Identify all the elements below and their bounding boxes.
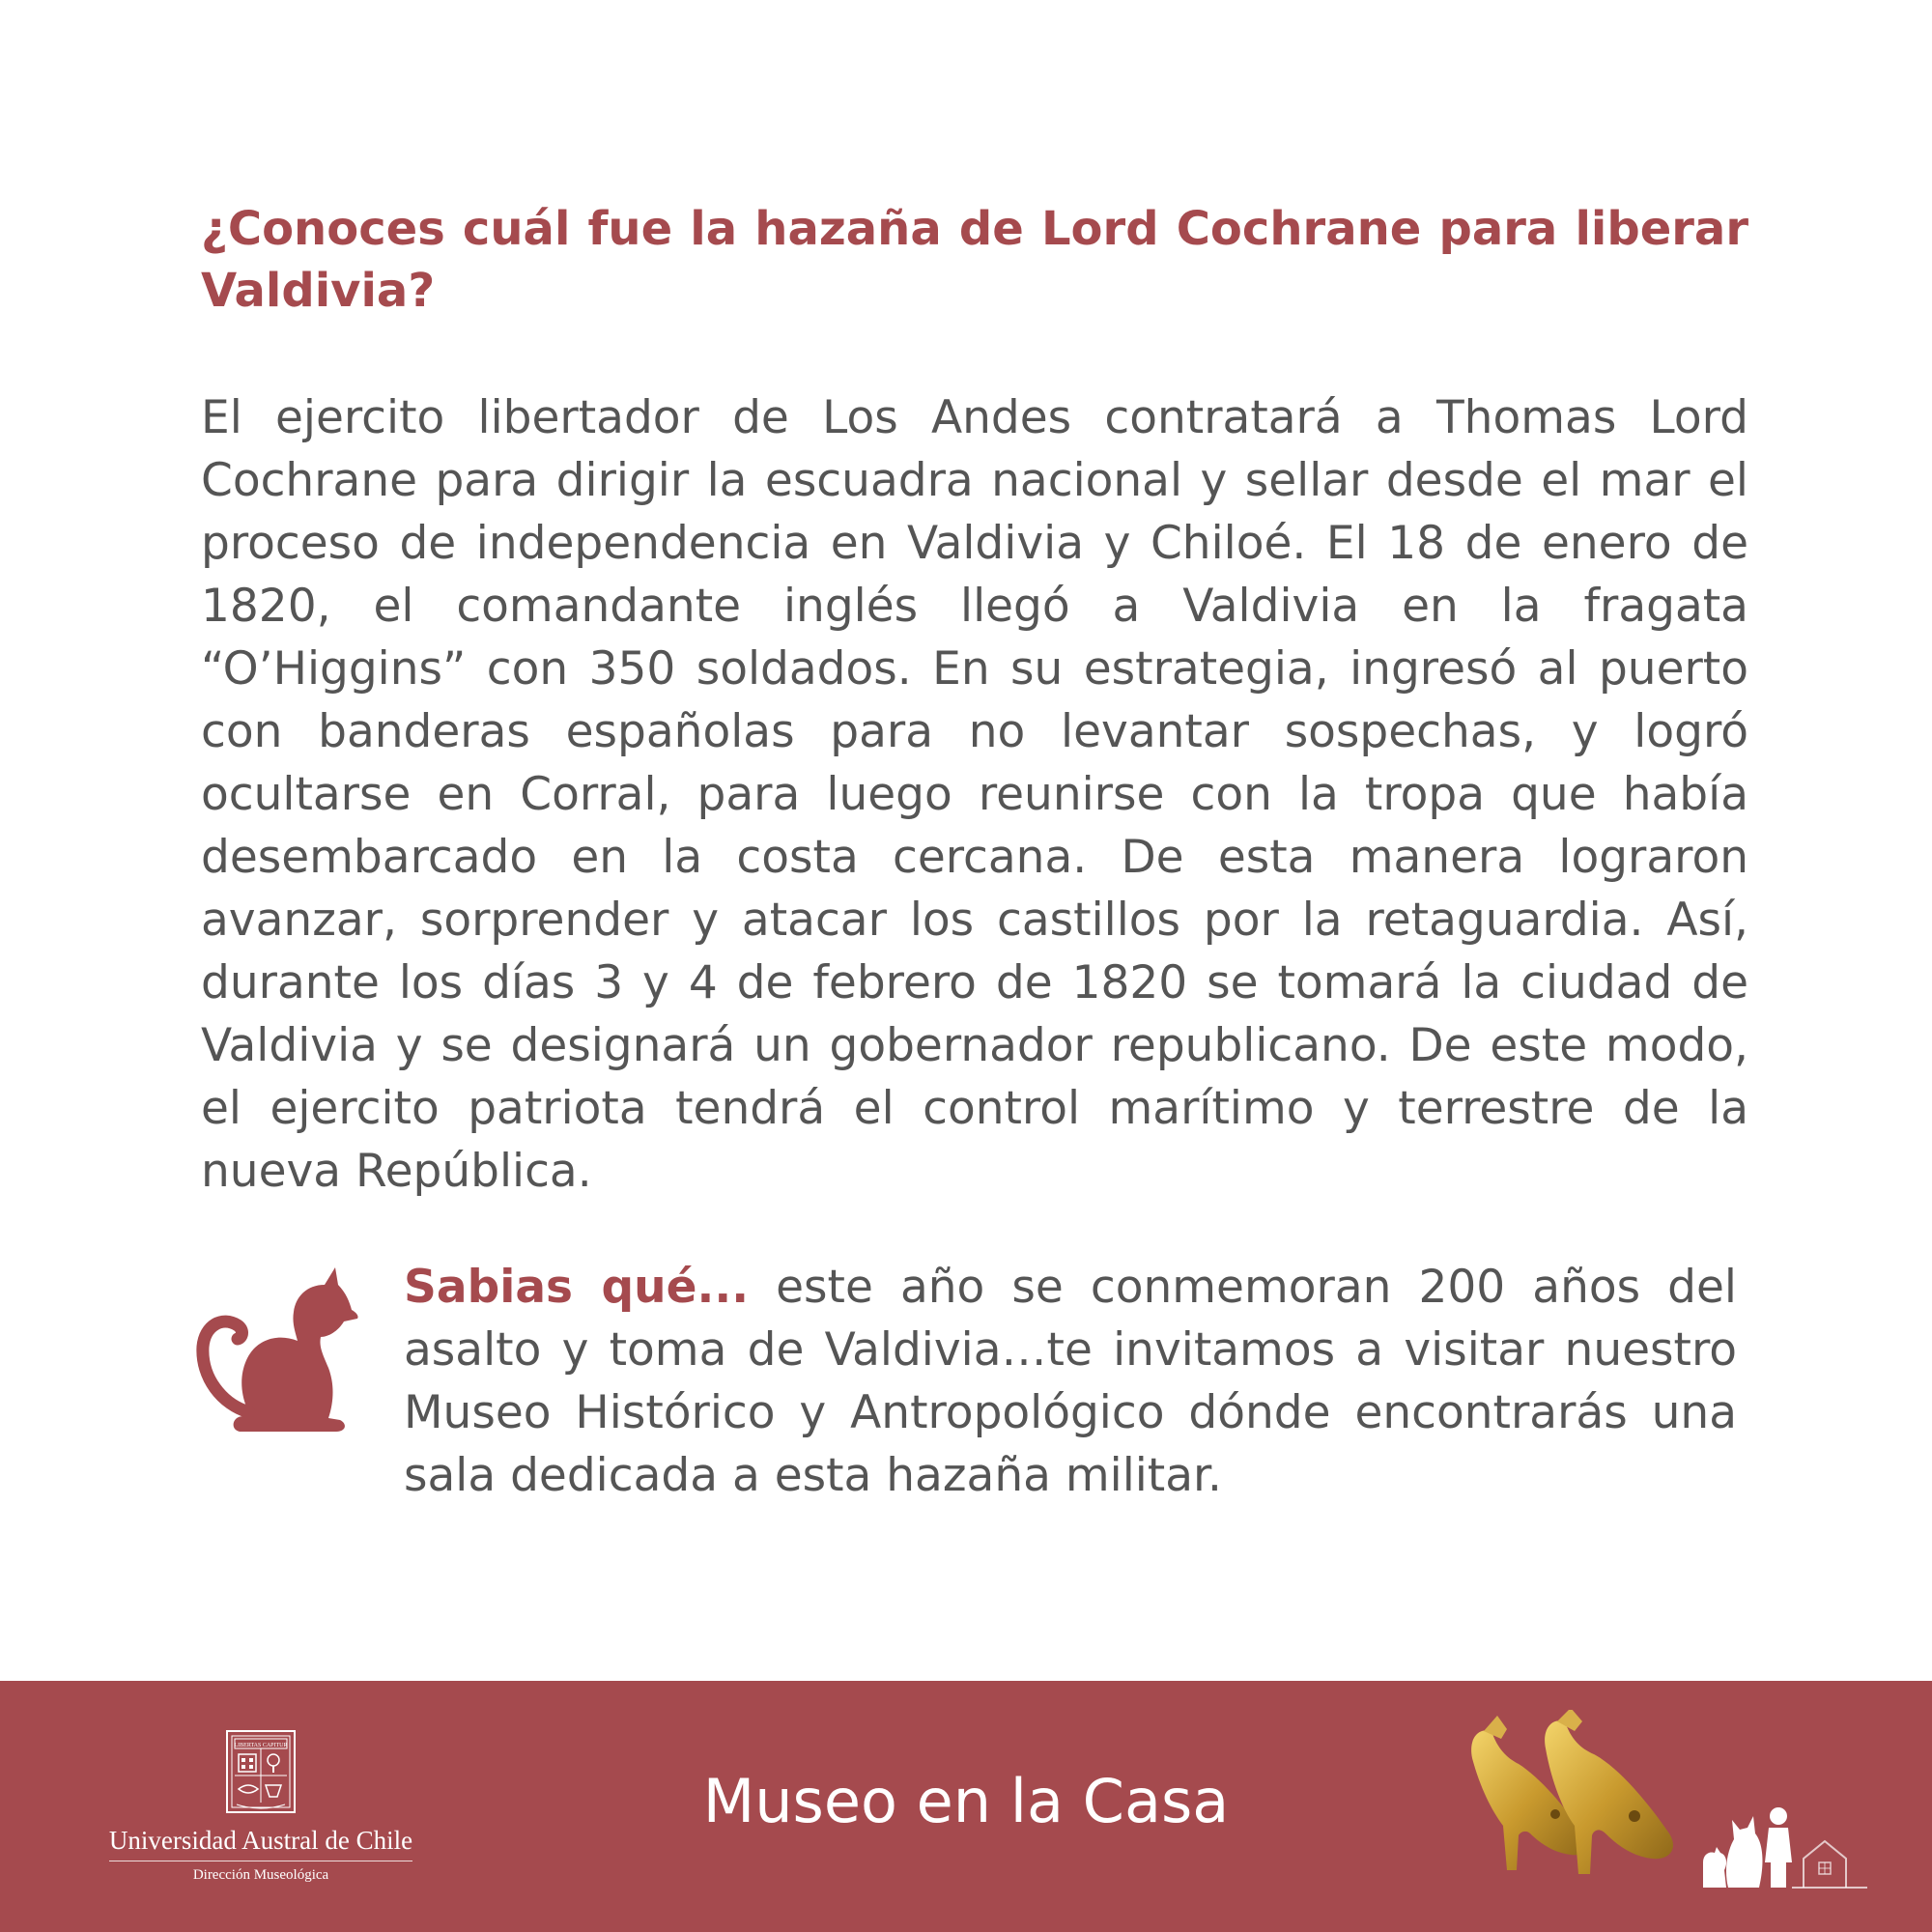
family-pets-icon (1695, 1795, 1869, 1891)
fact-lead: Sabias qué... (404, 1261, 750, 1314)
article-heading: ¿Conoces cuál fue la hazaña de Lord Cochrane para liberar Valdivia? (201, 202, 1748, 318)
article-body: El ejercito libertador de Los Andes contratará a Thomas Lord Cochrane para dirigir la escuadra nacional y sellar desde el mar el proceso de independencia en Valdivia y Chiloé. El 18 de enero de 1820, el comandante inglés llegó a Valdivia en la fragata “O’Higgins” con 350 soldados. En su estrategia, ingresó al puerto con banderas españolas para no levantar sospechas, y logró ocultarse en Corral, para luego reunirse con la tropa que había desembarcado en la costa cercana. De esta manera lograron avanzar, sorprender y atacar los castillos por la retaguardia. Así, durante los días 3 y 4 de febrero de 1820 se tomará la ciudad de Valdivia y se designará un gobernador republicano. De este modo, el ejercito patriota tendrá el control marítimo y terrestre de la nueva República. (201, 391, 1748, 1198)
fact-text (404, 1256, 1737, 1507)
university-logo (101, 1729, 420, 1893)
fact-body: este año se conmemoran 200 años del asalto y toma de Valdivia…te invitamos a visitar nuestro Museo Histórico y Antropológico dónde encontrarás una sala dedicada a esta hazaña militar. (404, 1261, 1737, 1502)
footer-title: Museo en la Casa (702, 1766, 1230, 1836)
university-name: Universidad Austral de Chile (108, 1826, 413, 1855)
cat-icon (193, 1265, 362, 1439)
department-name: Dirección Museológica (192, 1867, 329, 1883)
footer-bar (0, 1681, 1932, 1932)
university-crest-icon (225, 1729, 297, 1814)
golden-shoes-image (1459, 1710, 1690, 1889)
svg-text:LIBERTAS CAPITUR: LIBERTAS CAPITUR (234, 1743, 288, 1748)
